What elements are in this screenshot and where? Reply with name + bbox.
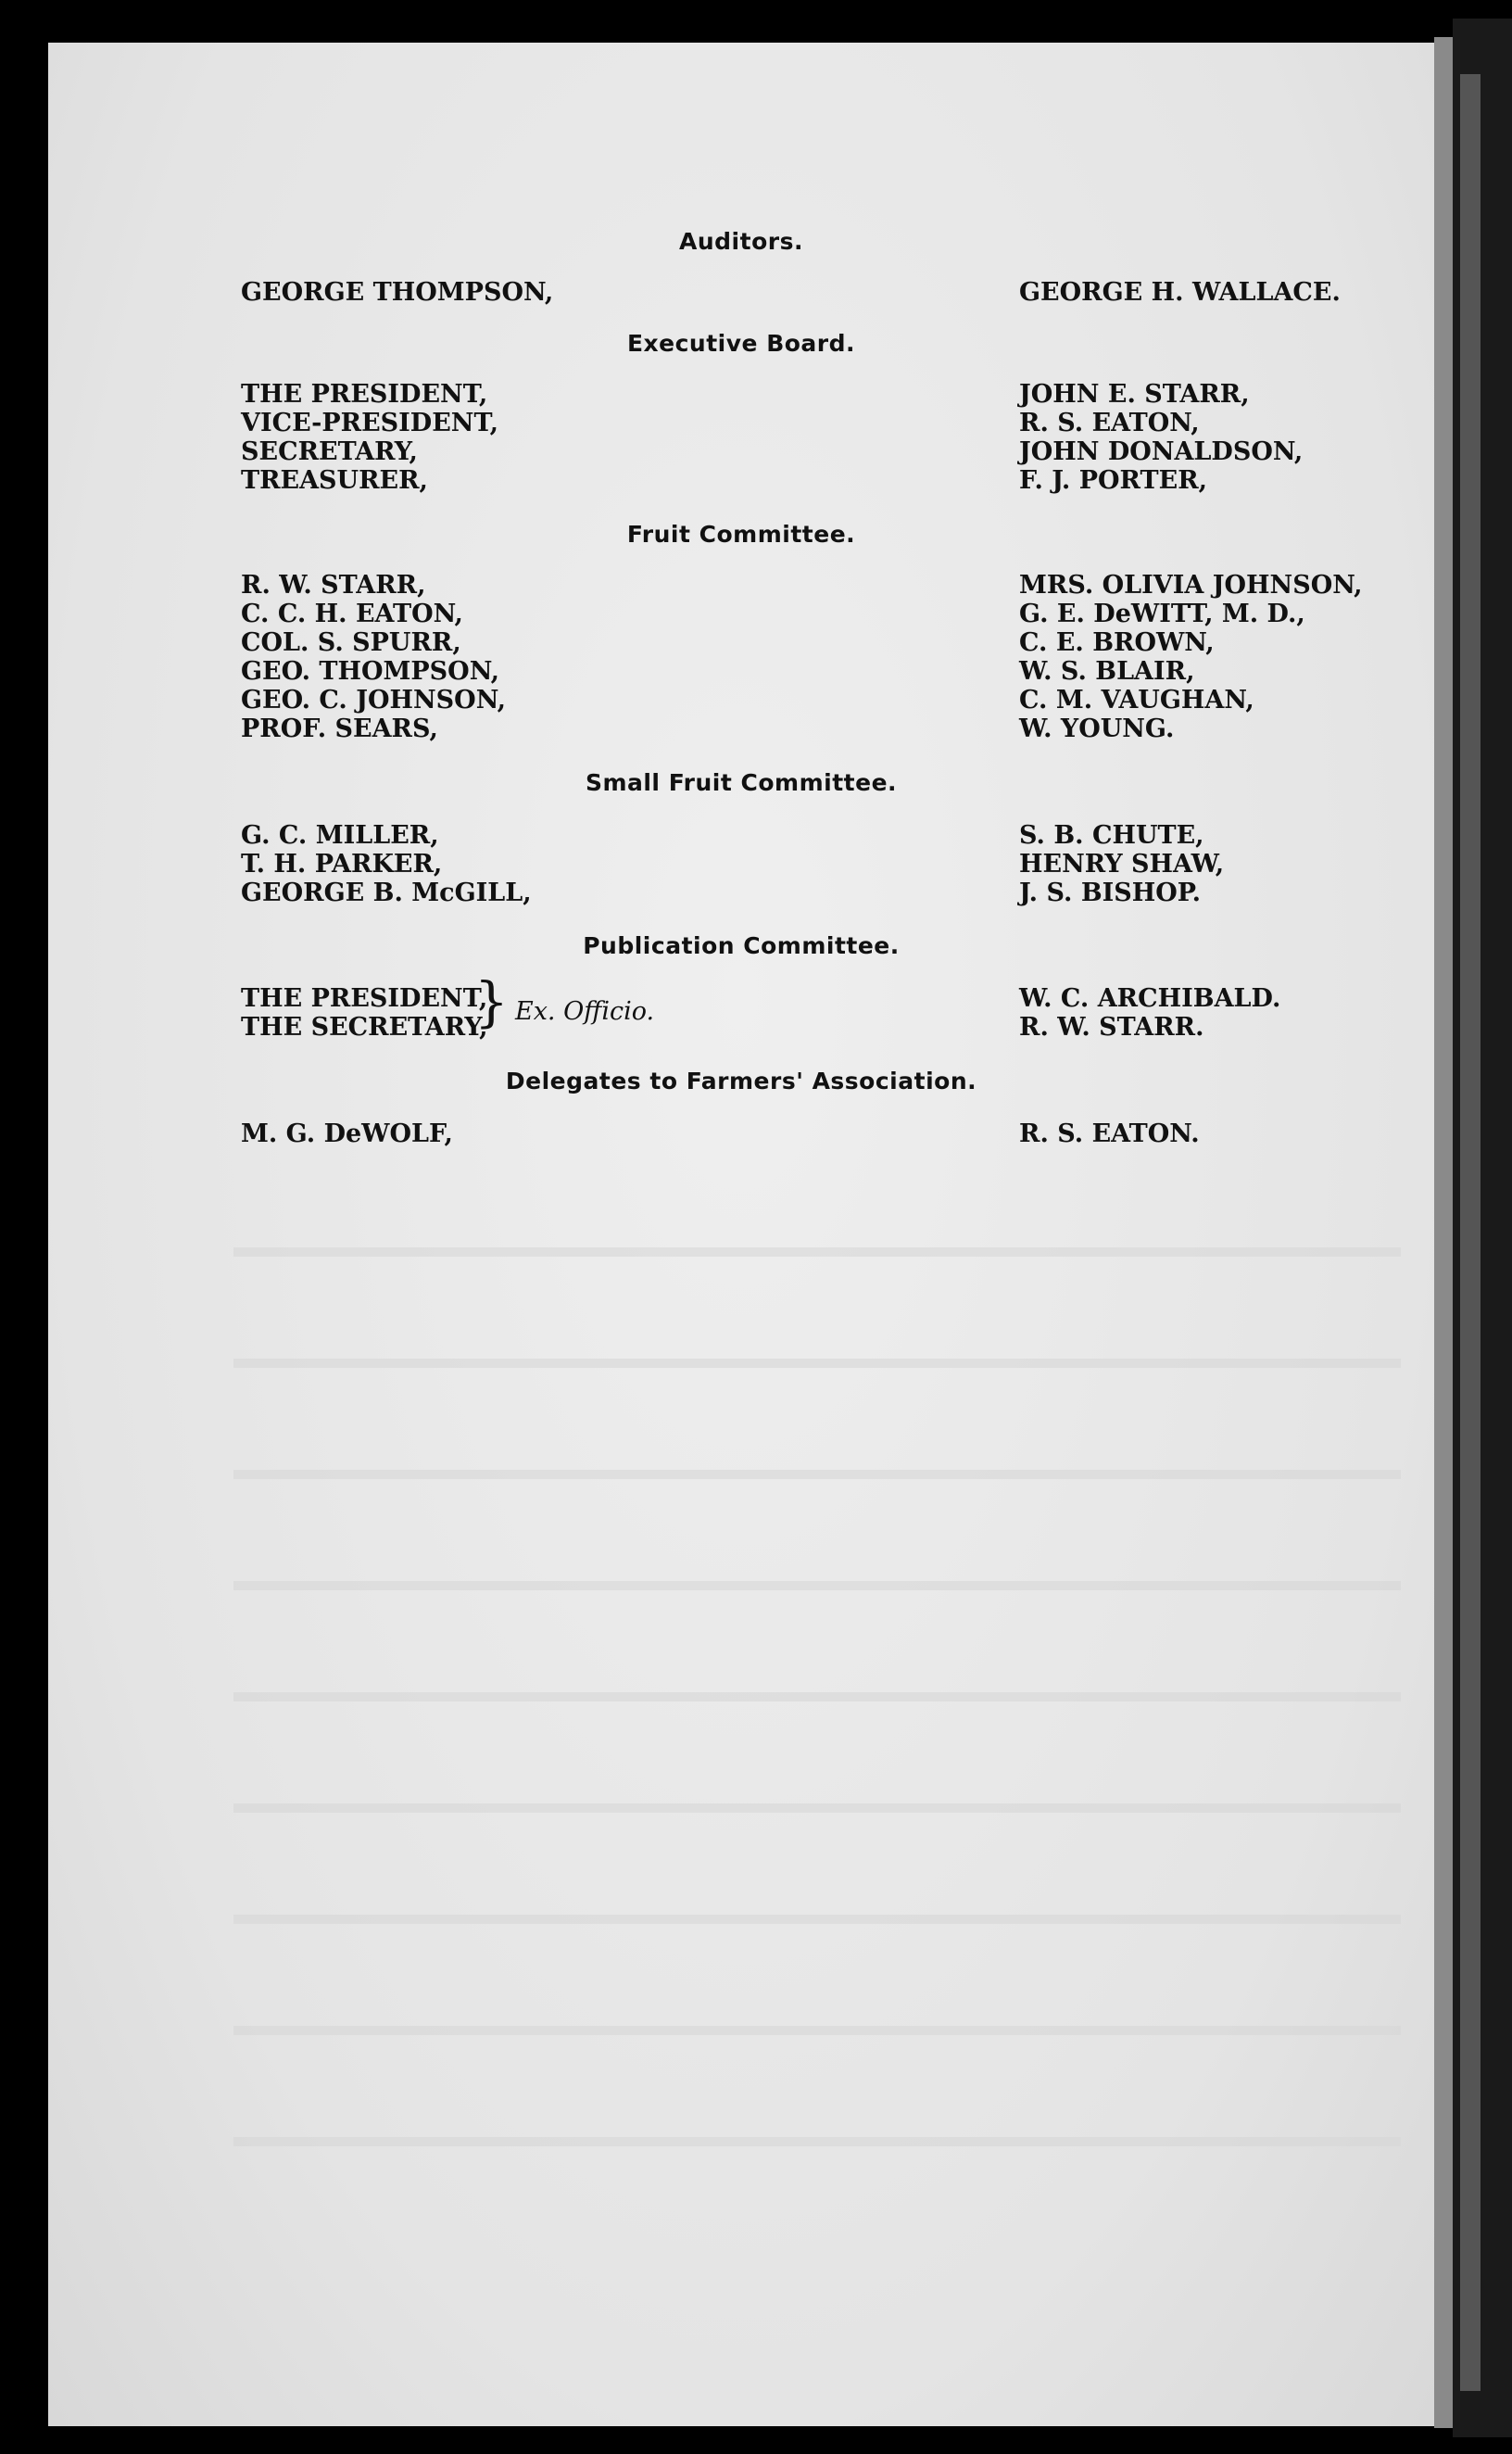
auditors-right bbox=[1019, 278, 1341, 307]
auditors-heading: Auditors. bbox=[679, 228, 803, 255]
delegates-left bbox=[241, 1119, 453, 1148]
delegates-heading: Delegates to Farmers' Association. bbox=[505, 1068, 977, 1094]
member-name: W. YOUNG. bbox=[1019, 715, 1175, 743]
bleed-through-line bbox=[233, 1359, 1401, 1368]
bleed-through-line bbox=[233, 1581, 1401, 1590]
member-name: R. S. EATON, bbox=[1019, 409, 1200, 437]
member-name: C. C. H. EATON, bbox=[241, 600, 463, 628]
member-name: GEORGE B. McGILL, bbox=[241, 879, 532, 907]
member-name: R. W. STARR. bbox=[1019, 1013, 1204, 1042]
bleed-through-line bbox=[233, 1692, 1401, 1701]
publication-committee-right bbox=[1019, 984, 1280, 1042]
auditor-name: GEORGE H. WALLACE. bbox=[1019, 278, 1341, 307]
fruit-committee-heading: Fruit Committee. bbox=[626, 521, 856, 548]
member-name: S. B. CHUTE, bbox=[1019, 821, 1204, 850]
auditors-left bbox=[241, 278, 553, 307]
member-name: J. S. BISHOP. bbox=[1019, 879, 1202, 907]
member-name: HENRY SHAW, bbox=[1019, 850, 1225, 879]
small-fruit-committee-left bbox=[241, 821, 532, 907]
member-name: VICE-PRESIDENT, bbox=[241, 409, 499, 437]
member-name: JOHN E. STARR, bbox=[1019, 380, 1250, 409]
member-name: THE SECRETARY, bbox=[241, 1013, 488, 1042]
bleed-through-line bbox=[233, 1470, 1401, 1479]
member-name: W. S. BLAIR, bbox=[1019, 657, 1195, 686]
member-name: F. J. PORTER, bbox=[1019, 466, 1208, 495]
member-name: W. C. ARCHIBALD. bbox=[1019, 984, 1281, 1013]
member-name: PROF. SEARS, bbox=[241, 715, 438, 743]
member-name: GEO. C. JOHNSON, bbox=[241, 686, 507, 715]
book-spine-strip bbox=[1453, 19, 1512, 2437]
publication-committee-heading: Publication Committee. bbox=[583, 932, 900, 959]
small-fruit-committee-right bbox=[1019, 821, 1224, 907]
bleed-through-line bbox=[233, 1915, 1401, 1924]
member-name: TREASURER, bbox=[241, 466, 428, 495]
member-name: GEO. THOMPSON, bbox=[241, 657, 500, 686]
auditor-name: GEORGE THOMPSON, bbox=[241, 278, 554, 307]
fruit-committee-left bbox=[241, 571, 506, 743]
member-name: T. H. PARKER, bbox=[241, 850, 443, 879]
bleed-through-line bbox=[233, 1803, 1401, 1813]
member-name: C. M. VAUGHAN, bbox=[1019, 686, 1254, 715]
bleed-through-line bbox=[233, 2137, 1401, 2146]
brace-glyph: } bbox=[474, 970, 509, 1033]
bleed-through-line bbox=[233, 2026, 1401, 2035]
member-name: SECRETARY, bbox=[241, 437, 418, 466]
delegate-name: M. G. DeWOLF, bbox=[241, 1119, 453, 1148]
member-name: G. C. MILLER, bbox=[241, 821, 439, 850]
member-name: MRS. OLIVIA JOHNSON, bbox=[1019, 571, 1363, 600]
delegates-right bbox=[1019, 1119, 1200, 1148]
ex-officio-note: Ex. Officio. bbox=[515, 997, 655, 1026]
member-name: R. W. STARR, bbox=[241, 571, 426, 600]
fruit-committee-right bbox=[1019, 571, 1363, 743]
member-name: THE PRESIDENT, bbox=[241, 984, 488, 1013]
delegate-name: R. S. EATON. bbox=[1019, 1119, 1200, 1148]
document-page bbox=[48, 43, 1434, 2426]
executive-board-heading: Executive Board. bbox=[626, 330, 856, 357]
page-binding-edge bbox=[1434, 37, 1453, 2428]
small-fruit-committee-heading: Small Fruit Committee. bbox=[585, 769, 898, 796]
executive-board-left bbox=[241, 380, 498, 495]
publication-committee-left bbox=[241, 984, 488, 1042]
member-name: C. E. BROWN, bbox=[1019, 628, 1215, 657]
bleed-through-line bbox=[233, 1247, 1401, 1257]
member-name: JOHN DONALDSON, bbox=[1019, 437, 1304, 466]
member-name: THE PRESIDENT, bbox=[241, 380, 488, 409]
executive-board-right bbox=[1019, 380, 1303, 495]
member-name: G. E. DeWITT, M. D., bbox=[1019, 600, 1305, 628]
member-name: COL. S. SPURR, bbox=[241, 628, 461, 657]
